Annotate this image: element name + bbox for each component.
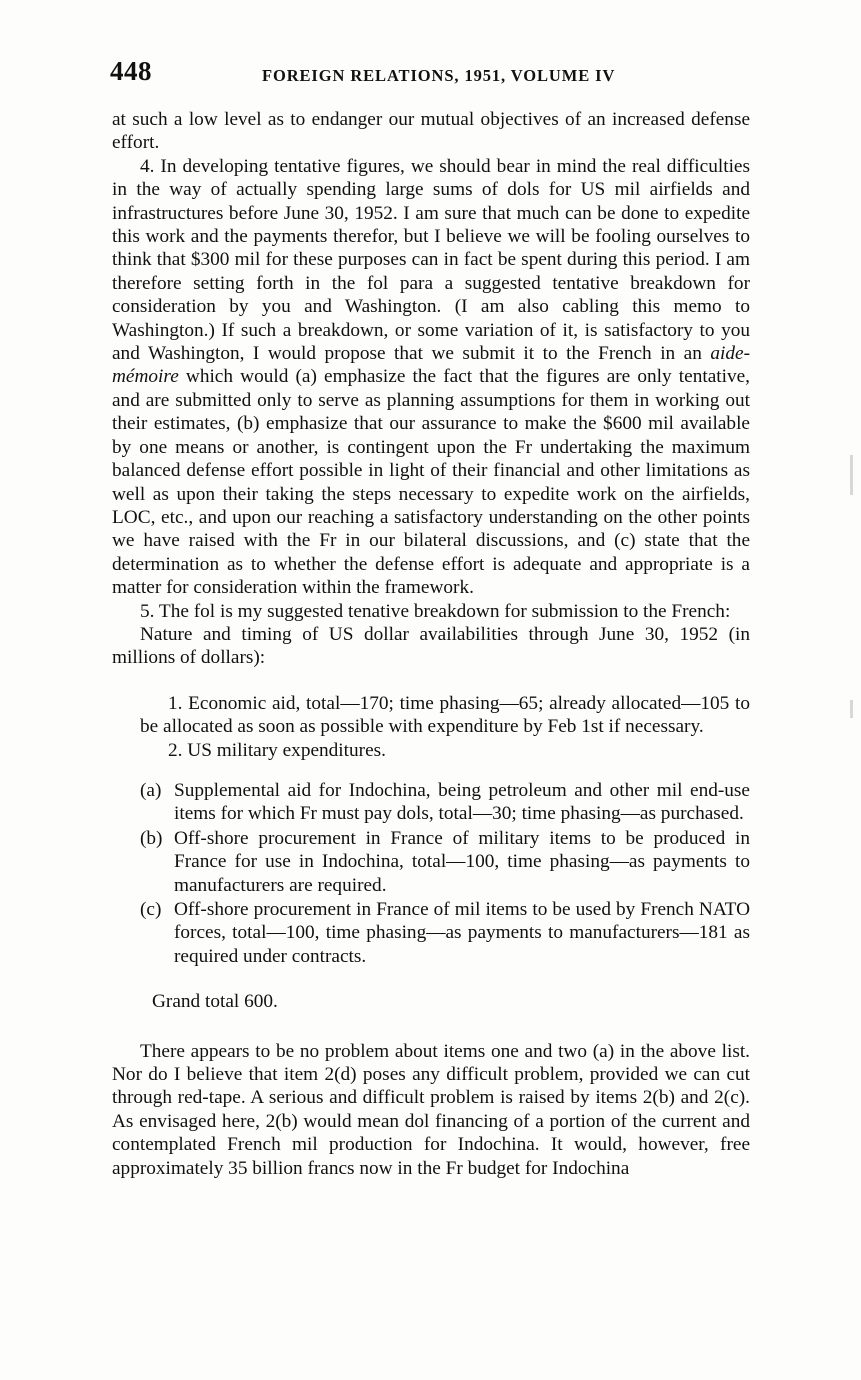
list-item [140, 779, 750, 826]
paragraph-5: 5. The fol is my suggested tenative breakdown for submission to the French: [140, 600, 731, 622]
list-item [140, 827, 750, 897]
page-edge-artifact [850, 700, 853, 718]
list-item [140, 898, 750, 968]
lettered-list [112, 779, 750, 968]
page-edge-artifact [850, 455, 853, 495]
continued-paragraph: at such a low level as to endanger our mutual objectives of an increased defense effort. [112, 109, 750, 154]
paragraph-4-part1: 4. In developing tentative figures, we should bear in mind the real difficulties in the way of actually spending large sums of dols for US mil airfields and infrastructures before June 30, 1952. I am sure that much can be done to expedite this work and the payments therefor, but I believe we will be fooling ourselves to think that $300 mil for these purposes can in fact be spent during this period. I am therefore setting forth in the fol para a suggested tentative breakdown for consideration by you and Washington. (I am also cabling this memo to Washington.) If such a breakdown, or some variation of it, is satisfactory to you and Washington, I would propose that we submit it to the French in an [112, 155, 750, 365]
list-item-marker: (b) [140, 827, 163, 849]
aide-memoire-italic: aide-mémoire [112, 343, 750, 388]
list-item-1: 1. Economic aid, total—170; time phasing—65; already allocated—105 to be allocated as soon as possible with expenditure by Feb 1st if necessary. [140, 692, 750, 738]
page-number: 448 [110, 56, 152, 86]
list-item-marker: (a) [140, 779, 162, 801]
list-item-2: 2. US military expenditures. [168, 739, 386, 761]
paragraph-4 [112, 155, 750, 600]
list-item-text: Off-shore procurement in France of mil items to be used by French NATO forces, total—100, time phasing—as payments to manufacturers—181 as required under contracts. [174, 899, 750, 967]
page-header [0, 56, 861, 90]
paragraph-4-part2: which would (a) emphasize the fact that the figures are only tentative, and are submitted only to serve as planning assumptions for them in working out their estimates, (b) emphasize that our assurance to make the $600 mil available by one means or another, is contingent upon the Fr undertaking the maximum balanced defense effort possible in light of their financial and other limitations as well as upon their taking the steps necessary to expedite work on the airfields, LOC, etc., and upon our reaching a satisfactory understanding on the other points we have raised with the Fr in our bilateral discussions, and (c) state that the determination as to whether the defense effort is adequate and appropriate is a matter for consideration within the framework. [112, 366, 750, 599]
list-item-text: Off-shore procurement in France of military items to be produced in France for use in Indochina, total—100, time phasing—as payments to manufacturers are required. [174, 827, 750, 896]
numbered-list [112, 692, 750, 762]
final-paragraph: There appears to be no problem about items one and two (a) in the above list. Nor do I believe that item 2(d) poses any difficult problem, provided we can cut through red-tape. A serious and difficult problem is raised by items 2(b) and 2(c). As envisaged here, 2(b) would mean dol financing of a portion of the current and contemplated French mil production for Indochina. It would, however, free approximately 35 billion francs now in the Fr budget for Indochina [112, 1040, 750, 1179]
running-head: FOREIGN RELATIONS, 1951, VOLUME IV [262, 66, 616, 85]
list-item-marker: (c) [140, 899, 162, 920]
list-item-text: Supplemental aid for Indochina, being petroleum and other mil end-use items for which Fr must pay dols, total—30; time phasing—as purchased. [174, 779, 750, 825]
grand-total-line: Grand total 600. [152, 991, 278, 1013]
nature-and-timing-heading: Nature and timing of US dollar availabilities through June 30, 1952 (in millions of dollars): [112, 623, 750, 669]
body-column [112, 108, 750, 1180]
